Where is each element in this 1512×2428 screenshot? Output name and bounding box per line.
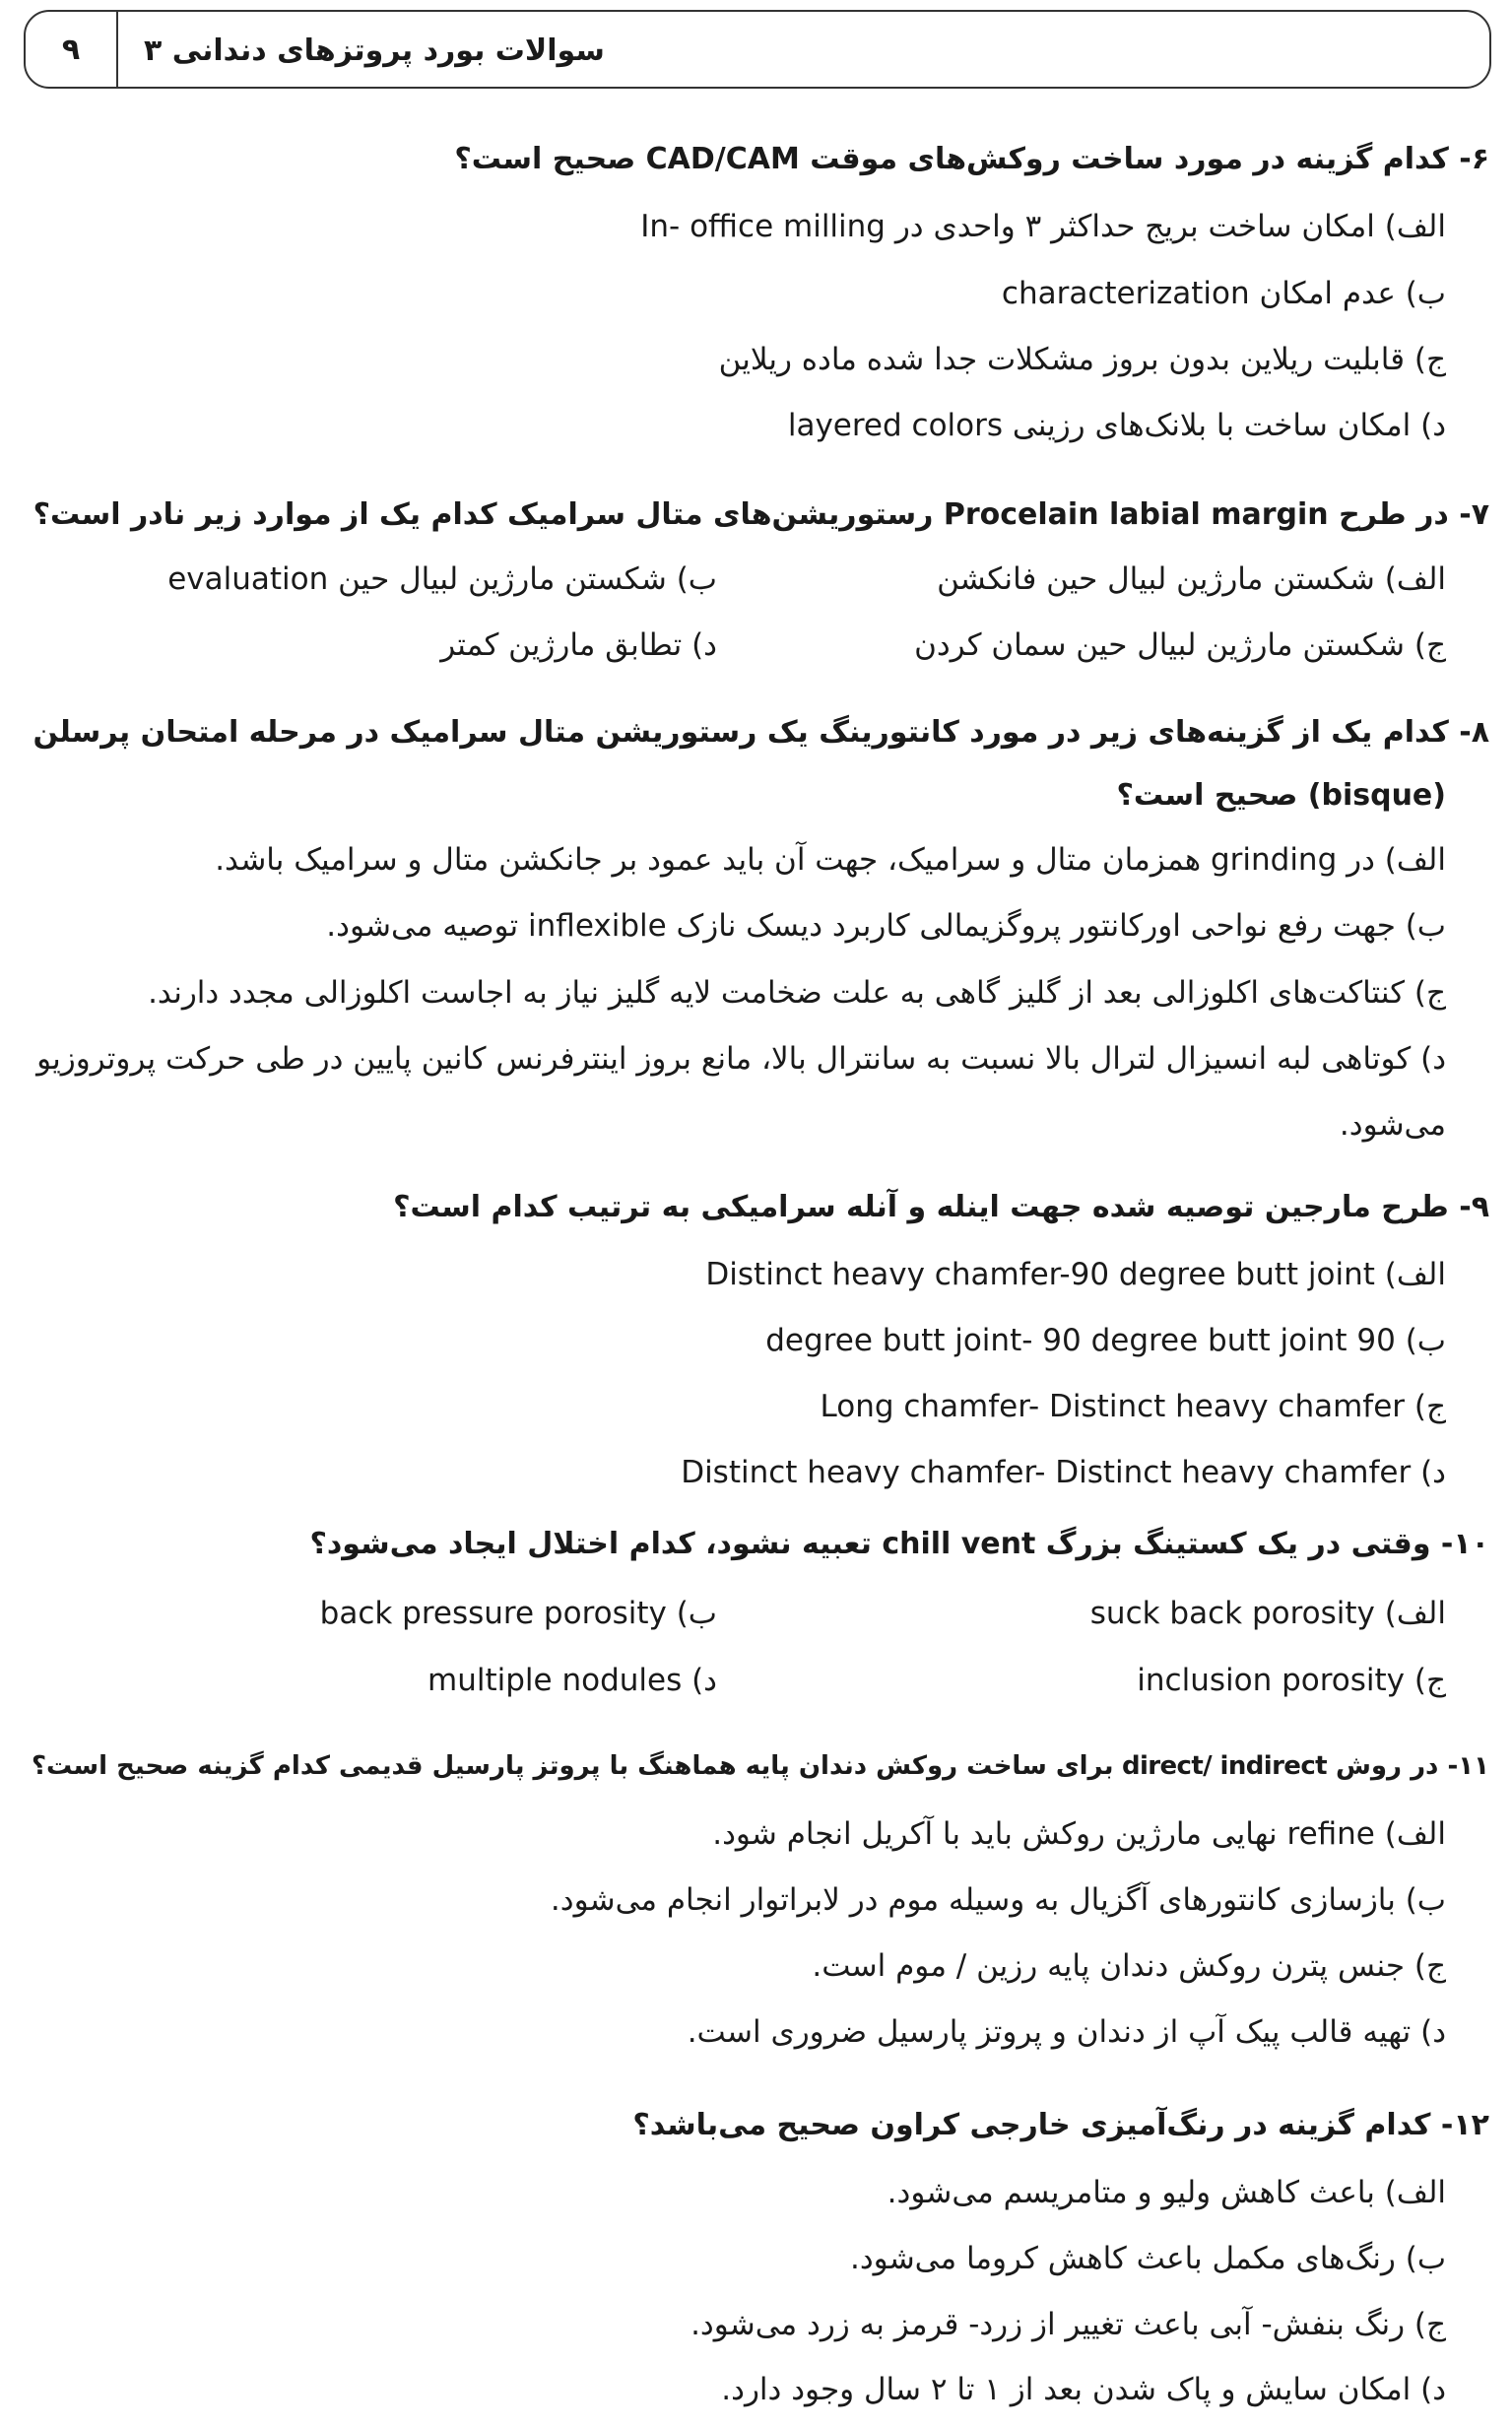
page-header (24, 10, 1491, 89)
question-text: کدام گزینه در رنگ‌آمیزی خارجی کراون صحیح می‌باشد؟ (632, 2108, 1431, 2142)
option-b: ب) عدم امکان characterization (1001, 276, 1446, 311)
question-stem (393, 1190, 1489, 1224)
option-d-continued: می‌شود. (1339, 1107, 1446, 1143)
option-b: ب) 90 degree butt joint- 90 degree butt joint (765, 1323, 1446, 1358)
option-d: د) multiple nodules (427, 1663, 717, 1698)
option-a: الف) باعث کاهش ولیو و متامریسم می‌شود. (887, 2175, 1446, 2210)
question-stem (454, 142, 1489, 176)
header-divider (116, 12, 118, 89)
question-stem (32, 1751, 1489, 1781)
option-b: ب) شکستن مارژین لبیال حین evaluation (167, 561, 717, 597)
question-text: طرح مارجین توصیه شده جهت اینله و آنله سرامیکی به ترتیب کدام است؟ (393, 1190, 1449, 1224)
option-c: ج) Long chamfer- Distinct heavy chamfer (820, 1389, 1446, 1424)
option-a: الف) شکستن مارژین لبیال حین فانکشن (937, 561, 1446, 597)
question-stem (632, 2108, 1489, 2142)
option-b: ب) جهت رفع نواحی اورکانتور پروگزیمالی کاربرد دیسک نازک inflexible توصیه می‌شود. (326, 908, 1446, 944)
option-a: الف) Distinct heavy chamfer-90 degree butt joint (705, 1257, 1446, 1292)
option-c: ج) کنتاکت‌های اکلوزالی بعد از گلیز گاهی به علت ضخامت لایه گلیز نیاز به اجاست اکلوزالی مجدد دارند. (148, 975, 1446, 1011)
question-stem (33, 715, 1489, 750)
option-b: ب) back pressure porosity (319, 1596, 717, 1631)
option-d: د) امکان ساخت با بلانک‌های رزینی layered colors (787, 408, 1446, 443)
question-text: کدام گزینه در مورد ساخت روکش‌های موقت CAD/CAM صحیح است؟ (454, 142, 1449, 176)
option-d: د) امکان سایش و پاک شدن بعد از ۱ تا ۲ سال وجود دارد. (721, 2372, 1446, 2407)
question-text-line1: کدام یک از گزینه‌های زیر در مورد کانتورینگ یک رستوریشن متال سرامیک در مرحله امتحان پرسلن (33, 715, 1449, 750)
question-number: ۸- (1459, 715, 1489, 750)
option-b: ب) بازسازی کانتورهای آگزیال به وسیله موم در لابراتوار انجام می‌شود. (550, 1882, 1446, 1918)
option-a: الف) در grinding همزمان متال و سرامیک، جهت آن باید عمود بر جانکشن متال و سرامیک باشد. (215, 842, 1446, 878)
question-text: وقتی در یک کستینگ بزرگ chill vent تعبیه نشود، کدام اختلال ایجاد می‌شود؟ (309, 1527, 1431, 1561)
question-stem (33, 497, 1489, 532)
option-a: الف) refine نهایی مارژین روکش باید با آکریل انجام شود. (712, 1816, 1446, 1852)
question-number: ۱۱- (1447, 1751, 1489, 1781)
option-d: د) Distinct heavy chamfer- Distinct heavy chamfer (681, 1455, 1446, 1490)
question-number: ۱۰- (1440, 1527, 1489, 1561)
page-number: ۹ (61, 33, 81, 67)
option-d: د) تهیه قالب پیک آپ از دندان و پروتز پارسیل ضروری است. (687, 2014, 1446, 2050)
question-stem-line2: (bisque) صحیح است؟ (1116, 778, 1446, 813)
question-number: ۷- (1459, 497, 1489, 532)
option-c: ج) شکستن مارژین لبیال حین سمان کردن (914, 627, 1446, 663)
option-a: الف) امکان ساخت بریج حداکثر ۳ واحدی در In- office milling (640, 209, 1446, 244)
option-d: د) تطابق مارژین کمتر (440, 627, 717, 663)
question-text: در روش direct/ indirect برای ساخت روکش دندان پایه هماهنگ با پروتز پارسیل قدیمی کدام گزینه صحیح است؟ (31, 1751, 1439, 1781)
question-number: ۱۲- (1440, 2108, 1489, 2142)
option-b: ب) رنگ‌های مکمل باعث کاهش کروما می‌شود. (850, 2241, 1446, 2276)
question-number: ۶- (1459, 142, 1489, 176)
option-c: ج) جنس پترن روکش دندان پایه رزین / موم است. (812, 1948, 1446, 1984)
question-number: ۹- (1459, 1190, 1489, 1224)
option-c: ج) رنگ بنفش- آبی باعث تغییر از زرد- قرمز به زرد می‌شود. (690, 2307, 1446, 2342)
question-stem (310, 1527, 1490, 1561)
option-c: ج) inclusion porosity (1137, 1663, 1446, 1698)
option-a: الف) suck back porosity (1089, 1596, 1446, 1631)
option-c: ج) قابلیت ریلاین بدون بروز مشکلات جدا شده ماده ریلاین (718, 342, 1446, 377)
option-d: د) کوتاهی لبه انسیزال لترال بالا نسبت به سانترال بالا، مانع بروز اینترفرنس کانین پایین در طی حرکت پروتروزیو (36, 1041, 1446, 1077)
header-title: سوالات بورد پروتزهای دندانی ۳ (144, 33, 605, 68)
question-text: در طرح Procelain labial margin رستوریشن‌های متال سرامیک کدام یک از موارد زیر نادر است؟ (33, 497, 1449, 532)
